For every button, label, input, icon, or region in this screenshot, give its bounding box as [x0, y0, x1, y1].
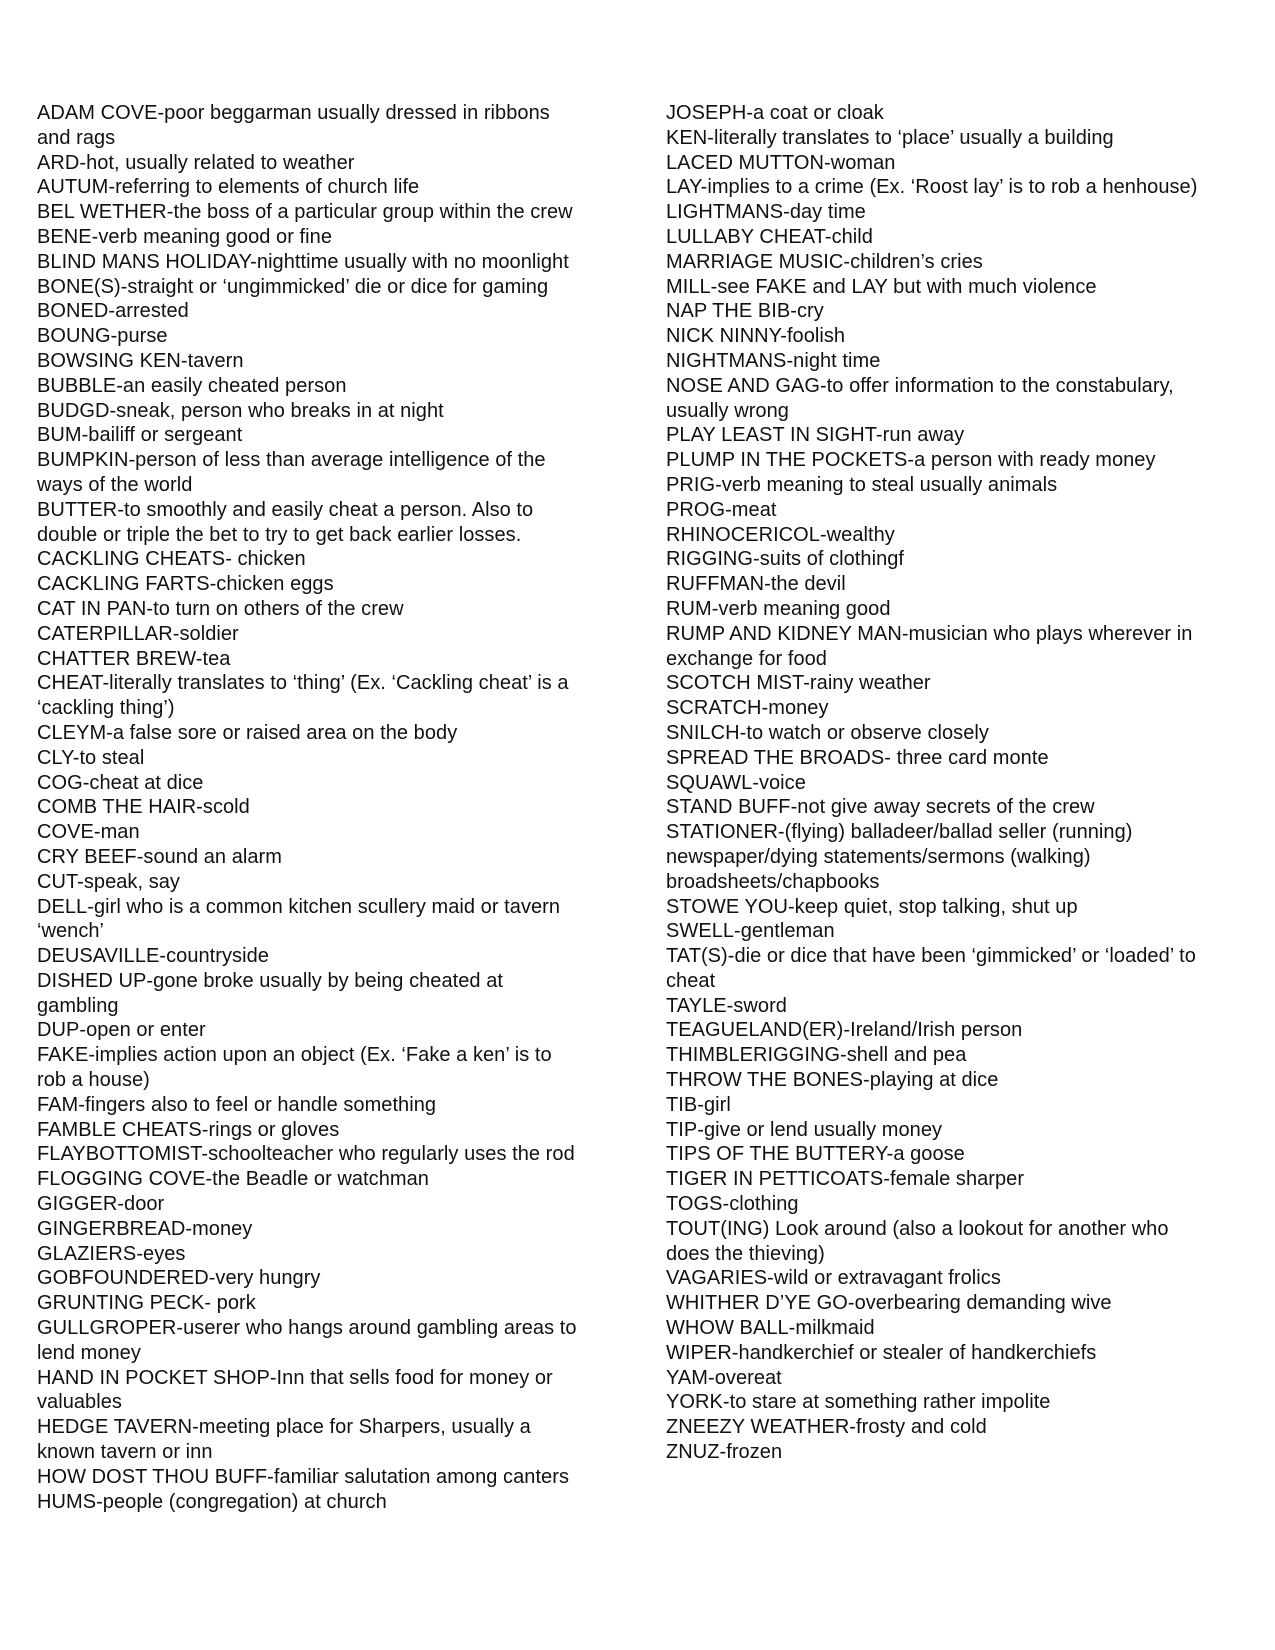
- glossary-entry: BUMPKIN-person of less than average intelligence of the ways of the world: [37, 449, 546, 496]
- glossary-entry: BOWSING KEN-tavern: [37, 349, 244, 372]
- glossary-entry: GINGERBREAD-money: [37, 1217, 253, 1240]
- glossary-entry: BENE-verb meaning good or fine: [37, 225, 332, 248]
- glossary-entry: PROG-meat: [666, 498, 777, 521]
- glossary-entry: CHEAT-literally translates to ‘thing’ (Ex. ‘Cackling cheat’ is a ‘cackling thing’): [37, 672, 569, 720]
- glossary-entry: DUP-open or enter: [37, 1019, 206, 1042]
- glossary-entry: THIMBLERIGGING-shell and pea: [666, 1044, 967, 1067]
- glossary-entry: GLAZIERS-eyes: [37, 1242, 186, 1265]
- glossary-entry: LACED MUTTON-woman: [666, 151, 896, 174]
- glossary-entry: BUDGD-sneak, person who breaks in at night: [37, 399, 444, 422]
- glossary-entry: SCOTCH MIST-rainy weather: [666, 672, 931, 695]
- glossary-entry: ARD-hot, usually related to weather: [37, 151, 355, 174]
- glossary-entry: FAMBLE CHEATS-rings or gloves: [37, 1118, 340, 1141]
- glossary-entry: DISHED UP-gone broke usually by being cheated at gambling: [37, 969, 503, 1017]
- glossary-entry: TOUT(ING) Look around (also a lookout for another who does the thieving): [666, 1217, 1169, 1265]
- glossary-entry: CLEYM-a false sore or raised area on the body: [37, 721, 458, 744]
- glossary-entry: LAY-implies to a crime (Ex. ‘Roost lay’ is to rob a henhouse): [666, 176, 1198, 199]
- glossary-entry: ZNUZ-frozen: [666, 1441, 783, 1464]
- glossary-entry: LULLABY CHEAT-child: [666, 225, 873, 248]
- glossary-entry: YAM-overeat: [666, 1366, 782, 1389]
- glossary-entry: COVE-man: [37, 821, 140, 844]
- glossary-entry: RUFFMAN-the devil: [666, 573, 846, 596]
- glossary-entry: STOWE YOU-keep quiet, stop talking, shut up: [666, 895, 1078, 918]
- glossary-entry: RUMP AND KIDNEY MAN-musician who plays wherever in exchange for food: [666, 622, 1193, 670]
- glossary-entry: ZNEEZY WEATHER-frosty and cold: [666, 1416, 987, 1439]
- glossary-entry: HEDGE TAVERN-meeting place for Sharpers, usually a known tavern or inn: [37, 1416, 531, 1464]
- glossary-entry: BONE(S)-straight or ‘ungimmicked’ die or dice for gaming: [37, 275, 549, 298]
- glossary-right-column: [666, 101, 1236, 1465]
- glossary-entry: MARRIAGE MUSIC-children’s cries: [666, 250, 983, 273]
- glossary-entry: SPREAD THE BROADS- three card monte: [666, 746, 1049, 769]
- glossary-entry: TAYLE-sword: [666, 994, 787, 1017]
- glossary-entry: COMB THE HAIR-scold: [37, 796, 250, 819]
- glossary-entry: CAT IN PAN-to turn on others of the crew: [37, 597, 404, 620]
- glossary-entry: NOSE AND GAG-to offer information to the constabulary, usually wrong: [666, 374, 1174, 422]
- glossary-entry: FLOGGING COVE-the Beadle or watchman: [37, 1168, 429, 1191]
- glossary-entry: TIGER IN PETTICOATS-female sharper: [666, 1168, 1025, 1191]
- glossary-entry: SWELL-gentleman: [666, 920, 835, 943]
- glossary-entry: STAND BUFF-not give away secrets of the crew: [666, 796, 1095, 819]
- glossary-entry: RUM-verb meaning good: [666, 597, 891, 620]
- glossary-entry: PLAY LEAST IN SIGHT-run away: [666, 424, 965, 447]
- glossary-entry: PLUMP IN THE POCKETS-a person with ready money: [666, 449, 1156, 472]
- glossary-entry: YORK-to stare at something rather impolite: [666, 1391, 1051, 1414]
- glossary-entry: VAGARIES-wild or extravagant frolics: [666, 1267, 1001, 1290]
- glossary-entry: CLY-to steal: [37, 746, 145, 769]
- glossary-entry: NAP THE BIB-cry: [666, 300, 824, 323]
- glossary-entry: ADAM COVE-poor beggarman usually dressed in ribbons and rags: [37, 102, 550, 149]
- glossary-entry: MILL-see FAKE and LAY but with much violence: [666, 275, 1097, 298]
- glossary-entry: SNILCH-to watch or observe closely: [666, 721, 989, 744]
- glossary-entry: TIP-give or lend usually money: [666, 1118, 943, 1141]
- glossary-entry: SCRATCH-money: [666, 697, 829, 720]
- glossary-entry: WHITHER D’YE GO-overbearing demanding wive: [666, 1292, 1112, 1315]
- glossary-entry: SQUAWL-voice: [666, 771, 806, 794]
- glossary-entry: HAND IN POCKET SHOP-Inn that sells food for money or valuables: [37, 1366, 553, 1414]
- glossary-entry: CACKLING CHEATS- chicken: [37, 548, 306, 571]
- glossary-entry: TIB-girl: [666, 1093, 731, 1116]
- glossary-entry: TOGS-clothing: [666, 1193, 799, 1216]
- glossary-entry: CRY BEEF-sound an alarm: [37, 845, 282, 868]
- glossary-entry: HUMS-people (congregation) at church: [37, 1490, 387, 1513]
- glossary-entry: CACKLING FARTS-chicken eggs: [37, 573, 334, 596]
- glossary-entry: CATERPILLAR-soldier: [37, 622, 239, 645]
- glossary-entry: RHINOCERICOL-wealthy: [666, 523, 895, 546]
- glossary-entry: BONED-arrested: [37, 300, 189, 323]
- glossary-entry: LIGHTMANS-day time: [666, 201, 866, 224]
- glossary-entry: CHATTER BREW-tea: [37, 647, 231, 670]
- glossary-entry: FAM-fingers also to feel or handle something: [37, 1093, 437, 1116]
- glossary-entry: RIGGING-suits of clothingf: [666, 548, 905, 571]
- glossary-entry: BUBBLE-an easily cheated person: [37, 374, 347, 397]
- glossary-entry: WHOW BALL-milkmaid: [666, 1317, 875, 1340]
- glossary-entry: THROW THE BONES-playing at dice: [666, 1069, 999, 1092]
- glossary-entry: GOBFOUNDERED-very hungry: [37, 1267, 321, 1290]
- glossary-entry: TAT(S)-die or dice that have been ‘gimmicked’ or ‘loaded’ to cheat: [666, 945, 1196, 992]
- glossary-entry: GULLGROPER-userer who hangs around gambling areas to lend money: [37, 1317, 577, 1364]
- glossary-left-column: [37, 101, 597, 1514]
- glossary-entry: DELL-girl who is a common kitchen scullery maid or tavern ‘wench’: [37, 895, 561, 943]
- glossary-entry: BOUNG-purse: [37, 325, 168, 348]
- glossary-entry: PRIG-verb meaning to steal usually animals: [666, 473, 1058, 496]
- glossary-entry: BEL WETHER-the boss of a particular group within the crew: [37, 201, 573, 224]
- glossary-entry: JOSEPH-a coat or cloak: [666, 102, 884, 124]
- glossary-entry: DEUSAVILLE-countryside: [37, 945, 269, 968]
- glossary-entry: TIPS OF THE BUTTERY-a goose: [666, 1143, 965, 1166]
- glossary-entry: GRUNTING PECK- pork: [37, 1292, 256, 1315]
- glossary-entry: FLAYBOTTOMIST-schoolteacher who regularly uses the rod: [37, 1143, 575, 1166]
- glossary-entry: AUTUM-referring to elements of church life: [37, 176, 420, 199]
- glossary-entry: STATIONER-(flying) balladeer/ballad seller (running) newspaper/dying statements/sermons (walking) broadsheets/chapbooks: [666, 821, 1133, 893]
- glossary-entry: BUM-bailiff or sergeant: [37, 424, 243, 447]
- glossary-entry: GIGGER-door: [37, 1193, 165, 1216]
- glossary-entry: BUTTER-to smoothly and easily cheat a person. Also to double or triple the bet to try to get back earlier losses.: [37, 498, 534, 546]
- glossary-entry: KEN-literally translates to ‘place’ usually a building: [666, 126, 1114, 149]
- glossary-entry: FAKE-implies action upon an object (Ex. ‘Fake a ken’ is to rob a house): [37, 1044, 552, 1092]
- glossary-entry: HOW DOST THOU BUFF-familiar salutation among canters: [37, 1465, 569, 1488]
- glossary-entry: WIPER-handkerchief or stealer of handkerchiefs: [666, 1341, 1097, 1364]
- glossary-entry: NIGHTMANS-night time: [666, 349, 881, 372]
- glossary-entry: CUT-speak, say: [37, 870, 180, 893]
- glossary-entry: NICK NINNY-foolish: [666, 325, 846, 348]
- glossary-entry: TEAGUELAND(ER)-Ireland/Irish person: [666, 1019, 1023, 1042]
- glossary-entry: BLIND MANS HOLIDAY-nighttime usually with no moonlight: [37, 250, 569, 273]
- glossary-entry: COG-cheat at dice: [37, 771, 204, 794]
